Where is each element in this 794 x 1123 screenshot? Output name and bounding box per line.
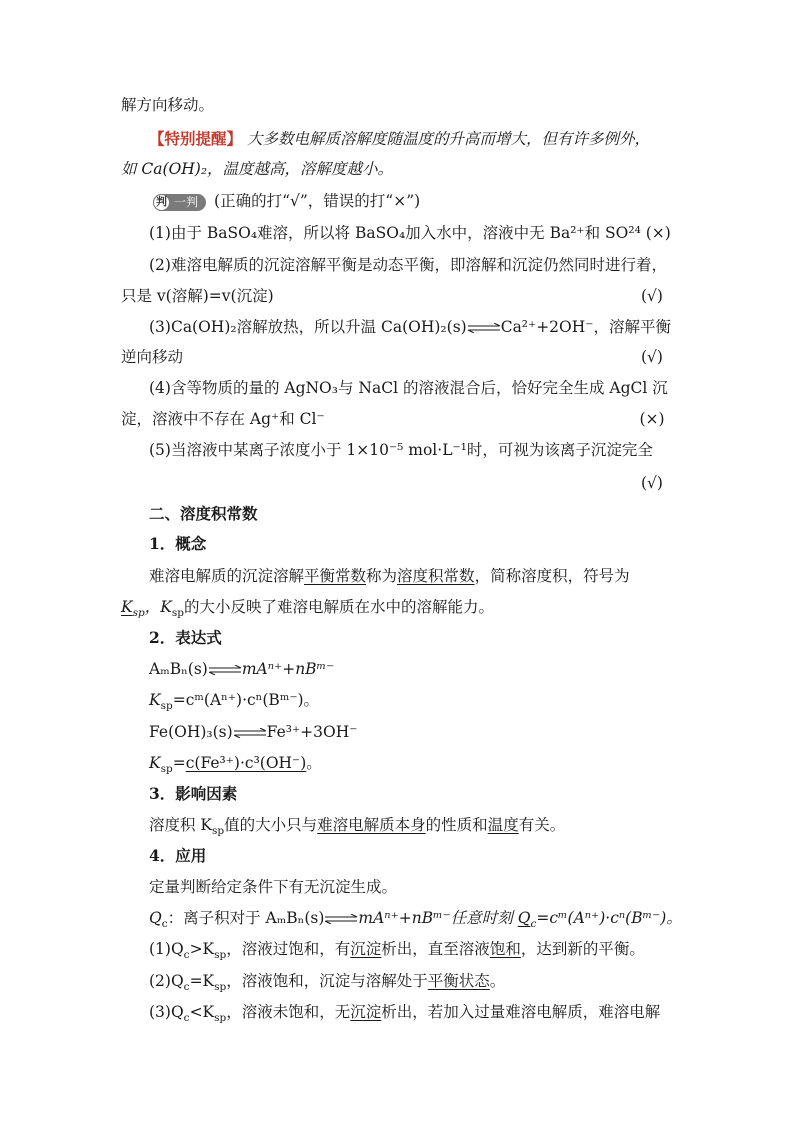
expression-3 — [149, 721, 357, 743]
q-letter: Q — [149, 909, 162, 927]
text: =cᵐ(Aⁿ⁺)·cⁿ(Bᵐ⁻)。 — [172, 691, 320, 709]
application-case-3 — [149, 1001, 660, 1025]
underline-blank: 沉淀 — [350, 1003, 382, 1021]
text: ，溶液过饱和，有 — [226, 940, 351, 958]
expression-4 — [149, 752, 322, 776]
underline-blank: 平衡常数 — [304, 567, 367, 585]
underline-blank: 沉淀 — [350, 940, 382, 958]
q3-text-b: Ca²⁺+2OH⁻，溶解平衡 — [500, 318, 671, 336]
concept-line-2 — [121, 596, 494, 620]
question-5-line-1: (5)当溶液中某离子浓度小于 1×10⁻⁵ mol·L⁻¹时，可视为该离子沉淀完全 — [149, 441, 653, 459]
question-2-line-2: 只是 v(溶解)=v(沉淀) — [121, 287, 274, 305]
c-sub: c — [183, 1012, 190, 1024]
text: 有关。 — [518, 816, 566, 834]
underline-blank: 平衡状态 — [427, 972, 490, 990]
equilibrium-arrow-icon — [208, 665, 242, 675]
text: (1)Q — [149, 940, 184, 958]
judge-icon: 判 — [153, 194, 170, 211]
c-sub: c — [530, 918, 537, 930]
text: ，溶液饱和，沉淀与溶解处于 — [226, 972, 428, 990]
equilibrium-arrow-icon — [233, 728, 267, 738]
text: 值的大小只与 — [224, 816, 318, 834]
underline-blank — [517, 909, 537, 930]
question-5-mark: (√) — [641, 474, 663, 492]
question-2-mark: (√) — [641, 287, 663, 305]
equilibrium-arrow-icon — [324, 914, 358, 924]
concept-line-1 — [149, 565, 630, 587]
question-4-line-2: 淀，溶液中不存在 Ag⁺和 Cl⁻ — [121, 410, 325, 428]
text: AₘBₙ(s) — [149, 660, 208, 678]
question-4-mark: (×) — [639, 410, 665, 428]
subheading-expression: 2．表达式 — [149, 628, 222, 647]
text: <K — [189, 1003, 215, 1021]
text: 。 — [489, 972, 506, 990]
application-line-2 — [149, 907, 682, 931]
expression-1 — [149, 658, 334, 680]
subheading-concept: 1．概念 — [149, 534, 207, 553]
sp-sub: sp — [214, 1012, 227, 1024]
tip-continuation: 如 Ca(OH)₂，温度越高，溶解度越小。 — [121, 160, 394, 178]
text: 难溶电解质的沉淀溶解 — [149, 567, 305, 585]
q3-text-a: (3)Ca(OH)₂溶解放热，所以升温 Ca(OH)₂(s) — [149, 318, 467, 336]
underline-blank: 温度 — [487, 816, 519, 834]
section-heading: 二、溶度积常数 — [149, 504, 258, 523]
application-case-1 — [149, 938, 645, 962]
subheading-factors: 3．影响因素 — [149, 784, 238, 803]
text: mAⁿ⁺+nBᵐ⁻任意时刻 — [358, 909, 518, 927]
c-sub: c — [161, 918, 168, 930]
underline-blank: 难溶电解质本身 — [317, 816, 426, 834]
underline-blank: 溶度积常数 — [397, 567, 475, 585]
ksp-symbol — [121, 598, 145, 619]
sp-sub: sp — [214, 981, 227, 993]
underline-blank: c(Fe³⁺)·c³(OH⁻) — [185, 754, 307, 772]
text: 析出，若加入过量难溶电解质，难溶电解 — [381, 1003, 661, 1021]
application-case-2 — [149, 970, 505, 994]
text: ，溶液未饱和，无 — [226, 1003, 351, 1021]
text: =K — [189, 972, 215, 990]
text: Fe³⁺+3OH⁻ — [266, 723, 358, 741]
text: 的性质和 — [425, 816, 488, 834]
sp-sub: sp — [171, 607, 184, 619]
subheading-application: 4．应用 — [149, 846, 207, 865]
judge-badge-text: 一判 — [174, 195, 199, 209]
text: = — [172, 754, 186, 772]
application-line-1: 定量判断给定条件下有无沉淀生成。 — [149, 878, 398, 896]
question-3-mark: (√) — [641, 348, 663, 366]
question-3-line-1 — [149, 316, 671, 338]
sp-sub: sp — [132, 607, 145, 619]
text: 称为 — [366, 567, 398, 585]
expression-2 — [149, 689, 319, 713]
text: ：离子积对于 AₘBₙ(s) — [167, 909, 325, 927]
text: (3)Q — [149, 1003, 184, 1021]
judge-hint: (正确的打“√”，错误的打“×”) — [214, 192, 421, 210]
c-sub: c — [183, 949, 190, 961]
k-letter: K — [149, 754, 161, 772]
question-3-line-2: 逆向移动 — [121, 348, 184, 366]
text: ，达到新的平衡。 — [520, 940, 645, 958]
sp-sub: sp — [214, 949, 227, 961]
sp-sub: sp — [160, 700, 173, 712]
text: Fe(OH)₃(s) — [149, 723, 233, 741]
c-sub: c — [183, 981, 190, 993]
k-letter: K — [121, 598, 133, 616]
text-line: 解方向移动。 — [121, 96, 215, 114]
sp-sub: sp — [212, 825, 225, 837]
question-4-line-1: (4)含等物质的量的 AgNO₃与 NaCl 的溶液混合后，恰好完全生成 AgCl 沉 — [149, 379, 668, 397]
factors-line — [149, 814, 565, 838]
text: ，简称溶度积，符号为 — [474, 567, 630, 585]
question-1: (1)由于 BaSO₄难溶，所以将 BaSO₄加入水中，溶液中无 Ba²⁺和 SO²⁴ (×) — [149, 224, 671, 242]
text: =cᵐ(Aⁿ⁺)·cⁿ(Bᵐ⁻)。 — [536, 909, 682, 927]
tip-label: 【特别提醒】 — [149, 129, 243, 148]
q-letter: Q — [517, 909, 531, 927]
text: 。 — [306, 754, 322, 772]
sp-sub: sp — [160, 763, 173, 775]
special-tip — [149, 128, 650, 150]
judge-header — [153, 190, 420, 212]
text: 的大小反映了难溶电解质在水中的溶解能力。 — [183, 598, 494, 616]
question-2-line-1: (2)难溶电解质的沉淀溶解平衡是动态平衡，即溶解和沉淀仍然同时进行着， — [149, 256, 667, 274]
text: mAⁿ⁺+nBᵐ⁻ — [241, 660, 335, 678]
tip-text: 大多数电解质溶解度随温度的升高而增大，但有许多例外， — [246, 130, 650, 148]
text: >K — [189, 940, 215, 958]
equilibrium-arrow-icon — [467, 323, 501, 333]
k-letter: K — [149, 691, 161, 709]
text: (2)Q — [149, 972, 184, 990]
text: 溶度积 K — [149, 816, 213, 834]
judge-badge — [153, 194, 206, 211]
underline-blank: 饱和 — [489, 940, 521, 958]
text: 析出，直至溶液 — [381, 940, 490, 958]
text: ，K — [144, 598, 172, 616]
